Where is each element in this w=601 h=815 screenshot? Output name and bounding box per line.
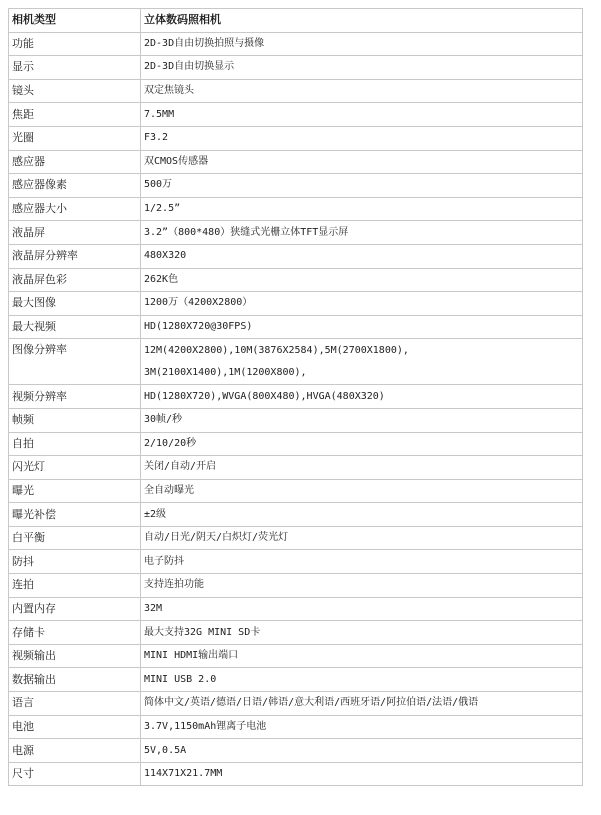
spec-label: 最大图像 [9,292,141,316]
table-row [9,56,583,80]
spec-label: 白平衡 [9,526,141,550]
table-row [9,197,583,221]
table-row [9,597,583,621]
spec-value: 5V,0.5A [141,739,583,763]
spec-value-line: 3M(2100X1400),1M(1200X800), [144,366,307,378]
spec-label: 存储卡 [9,621,141,645]
spec-value: 双定焦镜头 [141,79,583,103]
spec-label: 曝光 [9,479,141,503]
table-row [9,550,583,574]
table-row [9,621,583,645]
table-row [9,244,583,268]
spec-value: 1200万（4200X2800） [141,292,583,316]
spec-value: 双CMOS传感器 [141,150,583,174]
spec-value: 电子防抖 [141,550,583,574]
table-row [9,292,583,316]
spec-label: 最大视频 [9,315,141,339]
spec-label: 液晶屏分辨率 [9,244,141,268]
spec-value: MINI USB 2.0 [141,668,583,692]
spec-label: 尺寸 [9,762,141,786]
spec-value: 2D-3D自由切换显示 [141,56,583,80]
table-row [9,762,583,786]
table-row [9,174,583,198]
table-row [9,126,583,150]
spec-value: ±2级 [141,503,583,527]
table-row [9,668,583,692]
spec-label: 内置内存 [9,597,141,621]
spec-label: 视频输出 [9,644,141,668]
spec-value: 32M [141,597,583,621]
spec-value: 262K色 [141,268,583,292]
spec-label: 感应器 [9,150,141,174]
spec-label: 功能 [9,32,141,56]
spec-label: 防抖 [9,550,141,574]
spec-value: 480X320 [141,244,583,268]
spec-value: 3.7V,1150mAh锂离子电池 [141,715,583,739]
table-row [9,479,583,503]
spec-label: 光圈 [9,126,141,150]
spec-label: 感应器大小 [9,197,141,221]
table-row-header [9,9,583,33]
spec-label: 感应器像素 [9,174,141,198]
spec-value: 最大支持32G MINI SD卡 [141,621,583,645]
spec-value: 支持连拍功能 [141,574,583,598]
spec-value: 关闭/自动/开启 [141,456,583,480]
spec-value: 114X71X21.7MM [141,762,583,786]
spec-value: MINI HDMI输出端口 [141,644,583,668]
table-row [9,385,583,409]
table-row [9,315,583,339]
header-label: 相机类型 [9,9,141,33]
table-row [9,32,583,56]
spec-label: 语言 [9,692,141,716]
spec-value: F3.2 [141,126,583,150]
spec-label: 视频分辨率 [9,385,141,409]
spec-label: 闪光灯 [9,456,141,480]
spec-value: 7.5MM [141,103,583,127]
spec-value-multiline [141,339,583,385]
table-row [9,432,583,456]
spec-value: HD(1280X720@30FPS) [141,315,583,339]
spec-label: 电源 [9,739,141,763]
table-row [9,503,583,527]
header-value: 立体数码照相机 [141,9,583,33]
table-row [9,268,583,292]
spec-label: 显示 [9,56,141,80]
spec-label: 液晶屏 [9,221,141,245]
table-row [9,715,583,739]
table-row [9,574,583,598]
spec-label: 数据输出 [9,668,141,692]
spec-value: 500万 [141,174,583,198]
table-row [9,408,583,432]
spec-label: 自拍 [9,432,141,456]
table-row [9,692,583,716]
table-row [9,79,583,103]
spec-value: 1/2.5” [141,197,583,221]
spec-value: 2D-3D自由切换拍照与摄像 [141,32,583,56]
spec-value: 2/10/20秒 [141,432,583,456]
table-row [9,103,583,127]
camera-spec-table [8,8,583,786]
spec-value: 3.2”（800*480）狭缝式光栅立体TFT显示屏 [141,221,583,245]
spec-label: 帧频 [9,408,141,432]
spec-value: 简体中文/英语/德语/日语/韩语/意大利语/西班牙语/阿拉伯语/法语/俄语 [141,692,583,716]
spec-value: 30帧/秒 [141,408,583,432]
spec-label: 镜头 [9,79,141,103]
table-row [9,644,583,668]
spec-value: HD(1280X720),WVGA(800X480),HVGA(480X320) [141,385,583,409]
spec-label: 电池 [9,715,141,739]
table-row [9,221,583,245]
spec-label: 液晶屏色彩 [9,268,141,292]
spec-label: 焦距 [9,103,141,127]
table-row [9,456,583,480]
table-row [9,739,583,763]
spec-label: 连拍 [9,574,141,598]
table-row [9,526,583,550]
spec-label: 曝光补偿 [9,503,141,527]
spec-label: 图像分辨率 [9,339,141,385]
table-row-image-resolution [9,339,583,385]
table-row [9,150,583,174]
spec-value: 全自动曝光 [141,479,583,503]
spec-value-line: 12M(4200X2800),10M(3876X2584),5M(2700X1800), [144,344,409,356]
spec-value: 自动/日光/阴天/白炽灯/荧光灯 [141,526,583,550]
